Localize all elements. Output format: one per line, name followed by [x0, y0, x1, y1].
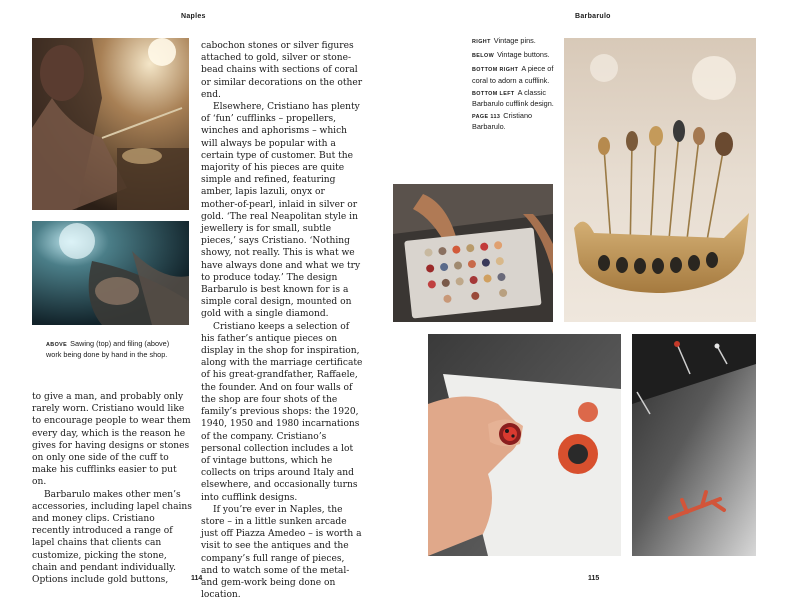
left-photo-caption [46, 339, 186, 359]
body-paragraph: to give a man, and probably only rarely worn. Cristiano would like to encourage people to wear them every day, which is the reason he gives for having designs or stones on only one side of the cuff to make his cufflinks easier to put on. [32, 392, 191, 488]
body-column-1 [32, 391, 192, 586]
caption-label: BOTTOM LEFT [472, 90, 515, 97]
body-column-2 [201, 40, 363, 601]
body-paragraph: Elsewhere, Cristiano has plenty of ‘fun’ cufflinks – propellers, winches and aphorisms – which will always be popular with a certain type of customer. But the majority of his pieces are quite simple and refined, featuring amber, lapis lazuli, onyx or mother-of-pearl, inlaid in silver or gold. ‘The real Neapolitan style in jewellery is for small, subtle pieces,’ says Cristiano. ‘Nothing showy, not really. This is what we have always done and what we try to produce today.’ The design Barbarulo is best known for is a simple coral design, mounted on gold with a single diamond. [201, 102, 361, 320]
caption-text: Cristiano Barbarulo. [472, 111, 533, 132]
vintage-buttons-photo [393, 184, 553, 322]
caption-label: PAGE 113 [472, 114, 501, 121]
filing-photo [32, 221, 189, 325]
body-paragraph: Barbarulo makes other men’s accessories, including lapel chains and money clips. Cristiano recently introduced a range of lapel chains that clients can customize, picking the stone, chain and pendant individually. Options include gold buttons, [32, 489, 192, 586]
left-running-head: Naples [181, 13, 206, 20]
right-page-captions [472, 36, 558, 135]
coral-piece-photo [632, 334, 756, 556]
caption-text: Vintage buttons. [497, 50, 550, 60]
page-number-right: 115 [588, 575, 600, 582]
classic-cufflink-photo [428, 334, 621, 556]
page-number-left: 114 [191, 575, 203, 582]
caption-text-above: Sawing (top) and filing (above) work being done by hand in the shop. [46, 339, 170, 360]
caption-text: A classic Barbarulo cufflink design. [472, 87, 554, 109]
vintage-pins-photo [564, 38, 756, 322]
right-running-head: Barbarulo [575, 13, 611, 20]
caption-label: RIGHT [472, 39, 491, 45]
body-paragraph: If you’re ever in Naples, the store – in a little sunken arcade just off Piazza Amedeo – is worth a visit to see the antiques and the company’s full range of pieces, and to watch some of the metal- and gem-work being done on location. [201, 504, 362, 601]
caption-text: Vintage pins. [493, 36, 536, 45]
sawing-photo [32, 38, 189, 210]
caption-label: BELOW [472, 53, 495, 60]
body-paragraph: cabochon stones or silver figures attached to gold, silver or stone-bead chains with sections of coral or similar decorations on the other end. [201, 41, 363, 100]
body-paragraph: Cristiano keeps a selection of his father’s antique pieces on display in the shop for inspiration, along with the marriage certificate of his great-grandfather, Raffaele, the founder. And on four walls of the shop are four shots of the family’s previous shops: the 1920, 1940, 1950 and 1980 incarnations of the company. Cristiano’s personal collection includes a lot of vintage buttons, which he collects on trips around Italy and elsewhere, and occasionally turns into cufflink designs. [201, 321, 363, 503]
caption-text: A piece of coral to adorn a cufflink. [472, 64, 554, 85]
caption-label: BOTTOM RIGHT [472, 67, 519, 74]
caption-label-above: ABOVE [46, 342, 68, 348]
